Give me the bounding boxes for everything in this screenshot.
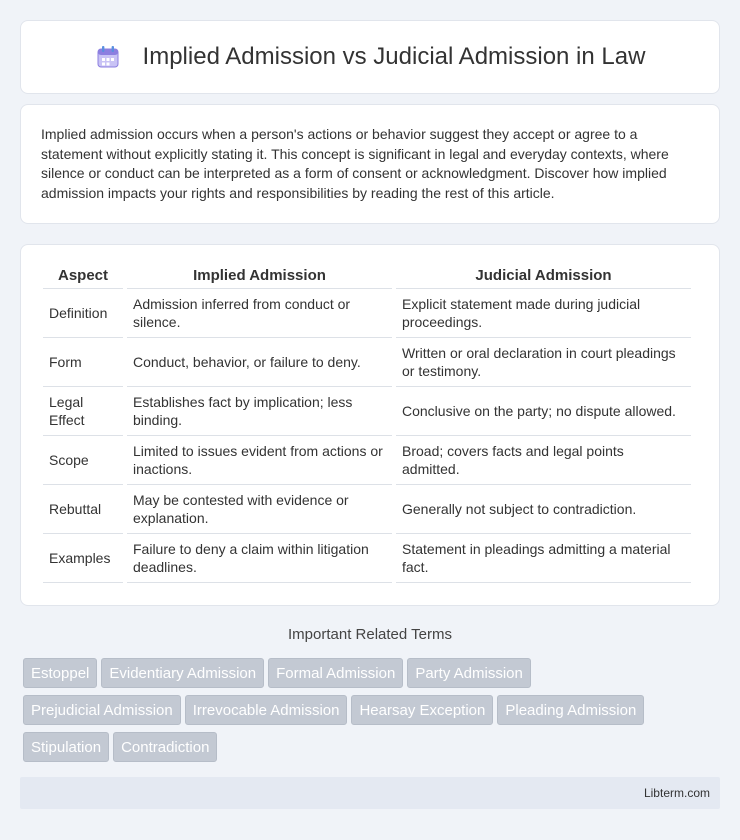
table-row <box>43 436 691 485</box>
table-row <box>43 338 691 387</box>
related-term-tag[interactable]: Prejudicial Admission <box>23 695 181 725</box>
implied-cell: Failure to deny a claim within litigation deadlines. <box>127 534 392 583</box>
judicial-cell: Broad; covers facts and legal points admitted. <box>396 436 691 485</box>
implied-cell: Establishes fact by implication; less binding. <box>127 387 392 436</box>
implied-cell: May be contested with evidence or explanation. <box>127 485 392 534</box>
comparison-table <box>39 265 695 583</box>
footer-site-link[interactable]: Libterm.com <box>643 786 710 800</box>
judicial-cell: Explicit statement made during judicial proceedings. <box>396 289 691 338</box>
aspect-cell: Form <box>43 338 123 387</box>
header-aspect: Aspect <box>43 265 123 289</box>
related-term-tag[interactable]: Contradiction <box>113 732 217 762</box>
page-title: Implied Admission vs Judicial Admission in Law <box>142 43 646 70</box>
header-implied: Implied Admission <box>127 265 392 289</box>
table-row <box>43 534 691 583</box>
related-term-tag[interactable]: Party Admission <box>407 658 531 688</box>
table-header-row <box>43 265 691 289</box>
related-term-tag[interactable]: Estoppel <box>23 658 97 688</box>
aspect-cell: Rebuttal <box>43 485 123 534</box>
related-term-tag[interactable]: Evidentiary Admission <box>101 658 264 688</box>
table-row <box>43 485 691 534</box>
aspect-cell: Scope <box>43 436 123 485</box>
implied-cell: Admission inferred from conduct or silence. <box>127 289 392 338</box>
calendar-icon <box>95 44 121 70</box>
related-term-tag[interactable]: Stipulation <box>23 732 109 762</box>
related-terms-heading: Important Related Terms <box>288 626 452 643</box>
comparison-card <box>20 244 720 606</box>
intro-card <box>20 104 720 224</box>
related-term-tag[interactable]: Pleading Admission <box>497 695 644 725</box>
judicial-cell: Written or oral declaration in court pleadings or testimony. <box>396 338 691 387</box>
related-term-tag[interactable]: Formal Admission <box>268 658 403 688</box>
intro-paragraph: Implied admission occurs when a person's actions or behavior suggest they accept or agree to a statement without explicitly stating it. This concept is significant in legal and everyday contexts, where silence or conduct can be interpreted as a form of consent or acknowledgment. Discover how implied admission impacts your rights and responsibilities by reading the rest of this article. <box>41 126 669 201</box>
judicial-cell: Statement in pleadings admitting a material fact. <box>396 534 691 583</box>
table-row <box>43 289 691 338</box>
related-term-tag[interactable]: Irrevocable Admission <box>185 695 348 725</box>
aspect-cell: Legal Effect <box>43 387 123 436</box>
table-row <box>43 387 691 436</box>
judicial-cell: Generally not subject to contradiction. <box>396 485 691 534</box>
implied-cell: Limited to issues evident from actions or inactions. <box>127 436 392 485</box>
footer <box>20 777 720 809</box>
aspect-cell: Definition <box>43 289 123 338</box>
judicial-cell: Conclusive on the party; no dispute allowed. <box>396 387 691 436</box>
related-term-tag[interactable]: Hearsay Exception <box>351 695 493 725</box>
related-terms-list <box>23 658 723 769</box>
implied-cell: Conduct, behavior, or failure to deny. <box>127 338 392 387</box>
aspect-cell: Examples <box>43 534 123 583</box>
header-judicial: Judicial Admission <box>396 265 691 289</box>
title-card <box>20 20 720 94</box>
